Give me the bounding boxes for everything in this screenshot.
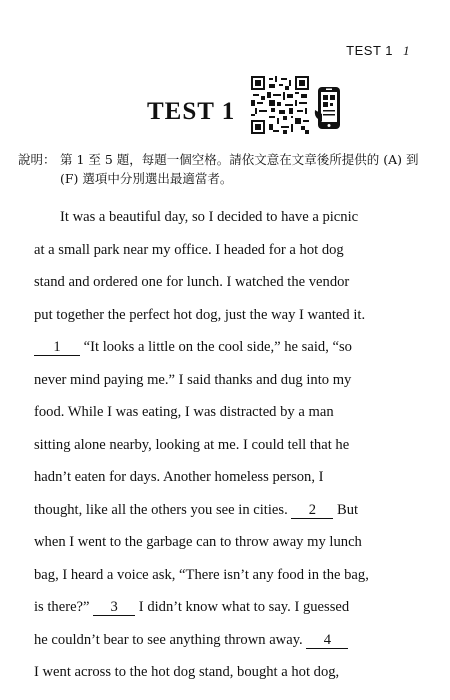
passage-line: I went across to the hot dog stand, bought a hot dog, — [34, 664, 340, 680]
passage-text: he couldn’t bear to see anything thrown away. — [34, 631, 307, 648]
instructions-label: 說明： — [18, 152, 56, 167]
instructions — [18, 150, 438, 188]
passage-line: bag, I heard a voice ask, “There isn’t any food in the bag, — [34, 566, 369, 583]
page-title: TEST 1 — [147, 98, 236, 125]
passage-line: never mind paying me.” I said thanks and dug into my — [34, 371, 352, 388]
passage-line: put together the perfect hot dog, just the way I wanted it. — [34, 306, 366, 323]
blank-3[interactable]: 3 — [93, 599, 135, 616]
page-header — [346, 43, 410, 59]
passage-line: hadn’t eaten for days. Another homeless person, I — [34, 469, 324, 485]
passage-line — [34, 500, 424, 533]
instructions-line-1 — [18, 150, 438, 169]
passage-text: But — [333, 501, 359, 518]
blank-4[interactable]: 4 — [306, 632, 348, 649]
smartphone-scan-icon — [314, 86, 344, 130]
passage-line: at a small park near my office. I headed for a hot dog — [34, 241, 344, 258]
passage-line — [34, 337, 424, 370]
passage-line — [34, 597, 424, 630]
blank-1[interactable]: 1 — [34, 339, 80, 356]
qr-code-icon[interactable] — [251, 76, 309, 134]
instructions-text-1: 第 1 至 5 題，每題一個空格。請依文意在文章後所提供的 (A) 到 — [60, 152, 419, 167]
passage-line: food. While I was eating, I was distracted by a man — [34, 404, 334, 420]
passage-line: It was a beautiful day, so I decided to have a picnic — [60, 209, 359, 225]
page-number: 1 — [403, 43, 410, 58]
passage-text: is there?” — [34, 599, 94, 615]
passage-line — [34, 630, 424, 663]
passage-text: I didn’t know what to say. I guessed — [135, 599, 350, 615]
test-label: TEST 1 — [346, 43, 393, 58]
passage-line: stand and ordered one for lunch. I watched the vendor — [34, 274, 350, 290]
passage-line: sitting alone nearby, looking at me. I could tell that he — [34, 436, 350, 453]
passage-text: thought, like all the others you see in cities. — [34, 501, 292, 518]
blank-2[interactable]: 2 — [291, 502, 333, 519]
passage — [34, 207, 424, 695]
instructions-line-2: (F) 選項中分別選出最適當者。 — [60, 171, 233, 186]
passage-text: “It looks a little on the cool side,” he said, “so — [80, 339, 352, 355]
passage-line: when I went to the garbage can to throw away my lunch — [34, 534, 362, 550]
